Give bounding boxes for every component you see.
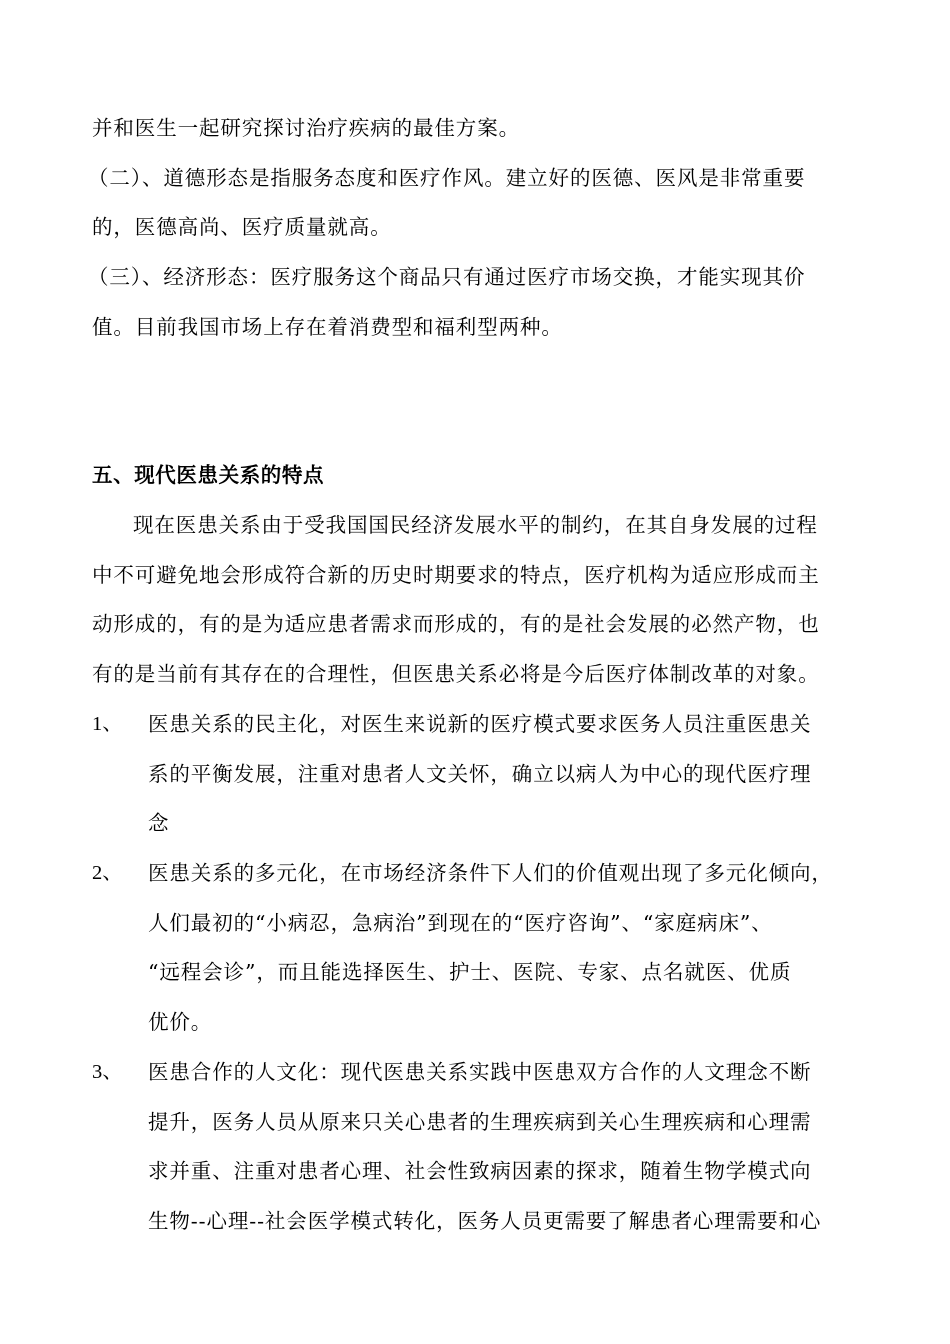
list-item-line: 系的平衡发展，注重对患者人文关怀，确立以病人为中心的现代医疗理: [148, 762, 812, 786]
paragraph-line: （三）、经济形态：医疗服务这个商品只有通过医疗市场交换，才能实现其价: [88, 265, 806, 289]
list-item-number: 3、: [92, 1061, 123, 1083]
list-item-line: 念: [148, 811, 170, 835]
paragraph-line: 值。目前我国市场上存在着消费型和福利型两种。: [92, 315, 563, 339]
list-item-number: 2、: [92, 862, 123, 884]
list-item-line: 医患合作的人文化：现代医患关系实践中医患双方合作的人文理念不断: [148, 1060, 812, 1084]
list-item-line: “远程会诊”，而且能选择医生、护士、医院、专家、点名就医、优质: [148, 960, 792, 984]
paragraph-line: 并和医生一起研究探讨治疗疾病的最佳方案。: [92, 116, 520, 140]
intro-line: 现在医患关系由于受我国国民经济发展水平的制约，在其自身发展的过程: [133, 513, 818, 537]
list-item-number: 1、: [92, 713, 123, 735]
list-item-line: 人们最初的“小病忍，急病治”到现在的“医疗咨询”、“家庭病床”、: [148, 911, 773, 935]
paragraph-line: 的，医德高尚、医疗质量就高。: [92, 215, 392, 239]
intro-line: 中不可避免地会形成符合新的历史时期要求的特点，医疗机构为适应形成而主: [92, 563, 820, 587]
list-item-line: 医患关系的多元化，在市场经济条件下人们的价值观出现了多元化倾向，: [148, 861, 833, 885]
list-item-line: 医患关系的民主化，对医生来说新的医疗模式要求医务人员注重医患关: [148, 712, 812, 736]
paragraph-line: （二）、道德形态是指服务态度和医疗作风。建立好的医德、医风是非常重要: [88, 166, 806, 190]
list-item-line: 生物--心理--社会医学模式转化，医务人员更需要了解患者心理需要和心: [148, 1209, 822, 1233]
section-title: 五、现代医患关系的特点: [92, 463, 325, 487]
list-item-line: 优价。: [148, 1010, 213, 1034]
list-item-line: 提升，医务人员从原来只关心患者的生理疾病到关心生理疾病和心理需: [148, 1110, 812, 1134]
intro-line: 有的是当前有其存在的合理性，但医患关系必将是今后医疗体制改革的对象。: [92, 662, 820, 686]
intro-line: 动形成的，有的是为适应患者需求而形成的，有的是社会发展的必然产物，也: [92, 612, 820, 636]
list-item-line: 求并重、注重对患者心理、社会性致病因素的探求，随着生物学模式向: [148, 1159, 812, 1183]
